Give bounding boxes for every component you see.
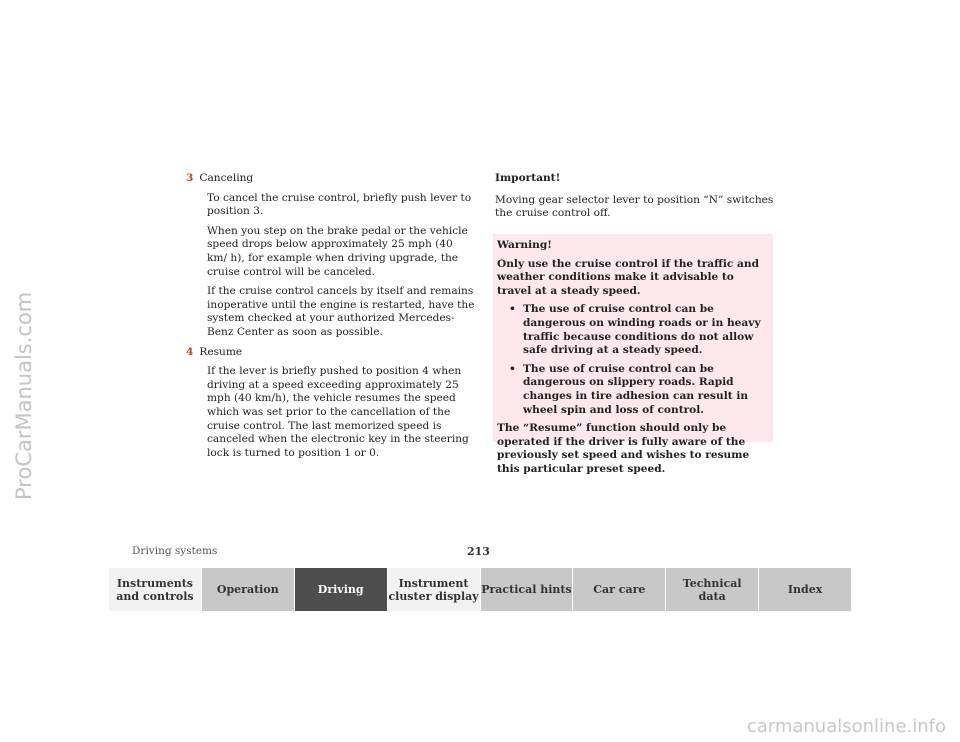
tab-technical-data[interactable]: Technical data: [666, 568, 759, 611]
warning-box: [493, 234, 773, 475]
tab-driving[interactable]: Driving: [295, 568, 388, 611]
left-column: [186, 172, 476, 466]
tab-operation[interactable]: Operation: [202, 568, 295, 611]
footer-section-name: Driving systems: [132, 545, 218, 557]
bullet-icon: •: [509, 303, 516, 316]
warning-bullet-text: The use of cruise control can be dangerous on winding roads or in heavy traffic because conditions do not allow safe driving at a steady speed.: [523, 303, 761, 357]
warning-bullet: [497, 303, 769, 357]
right-column: [495, 172, 775, 221]
item-4-paragraph: If the lever is briefly pushed to position 4 when driving at a speed exceeding approximately 25 mph (40 km/h), the vehicle resumes the speed which was set prior to the cancellation of the cruise control. The last memorized speed is canceled when the electronic key in the steering lock is turned to position 1 or 0.: [207, 365, 469, 459]
item-3-body: [186, 192, 476, 340]
bullet-icon: •: [509, 362, 516, 375]
warning-title: Warning!: [497, 239, 552, 251]
item-3-title: Canceling: [199, 172, 254, 184]
chapter-nav-bar: [109, 568, 852, 611]
item-4-body: [186, 365, 476, 460]
item-3-heading: [186, 172, 476, 186]
item-3-paragraph: When you step on the brake pedal or the vehicle speed drops below approximately 25 mph (40 km/ h), for example when driving upgrade, the cruise control will be canceled.: [207, 224, 468, 278]
page-number: 213: [467, 545, 490, 558]
item-3-paragraph: To cancel the cruise control, briefly push lever to position 3.: [207, 191, 472, 218]
tab-practical-hints[interactable]: Practical hints: [481, 568, 574, 611]
tab-index[interactable]: Index: [759, 568, 852, 611]
tab-instrument-cluster-display[interactable]: Instrument cluster display: [388, 568, 481, 611]
side-watermark: ProCarManuals.com: [12, 291, 36, 500]
item-3-paragraph: If the cruise control cancels by itself and remains inoperative until the engine is restarted, have the system checked at your authorized Mercedes-Benz Center as soon as possible.: [207, 285, 475, 338]
important-text: Moving gear selector lever to position “N” switches the cruise control off.: [495, 193, 774, 220]
tab-instruments-and-controls[interactable]: Instruments and controls: [109, 568, 202, 611]
warning-bullet: [497, 363, 769, 417]
bottom-watermark: carmanualsonline.info: [746, 716, 946, 737]
item-4-number: 4: [186, 345, 194, 358]
warning-intro: Only use the cruise control if the traffic and weather conditions make it advisable to travel at a steady speed.: [497, 257, 760, 297]
important-heading: Important!: [495, 172, 561, 184]
item-4-heading: [186, 346, 476, 360]
tab-car-care[interactable]: Car care: [573, 568, 666, 611]
item-3-number: 3: [186, 172, 194, 184]
item-4-title: Resume: [199, 345, 243, 358]
warning-bullet-text: The use of cruise control can be dangerous on slippery roads. Rapid changes in tire adhesion can result in wheel spin and loss of control.: [523, 362, 749, 416]
warning-outro: The “Resume” function should only be operated if the driver is fully aware of the previously set speed and wishes to resume this particular preset speed.: [497, 422, 750, 475]
